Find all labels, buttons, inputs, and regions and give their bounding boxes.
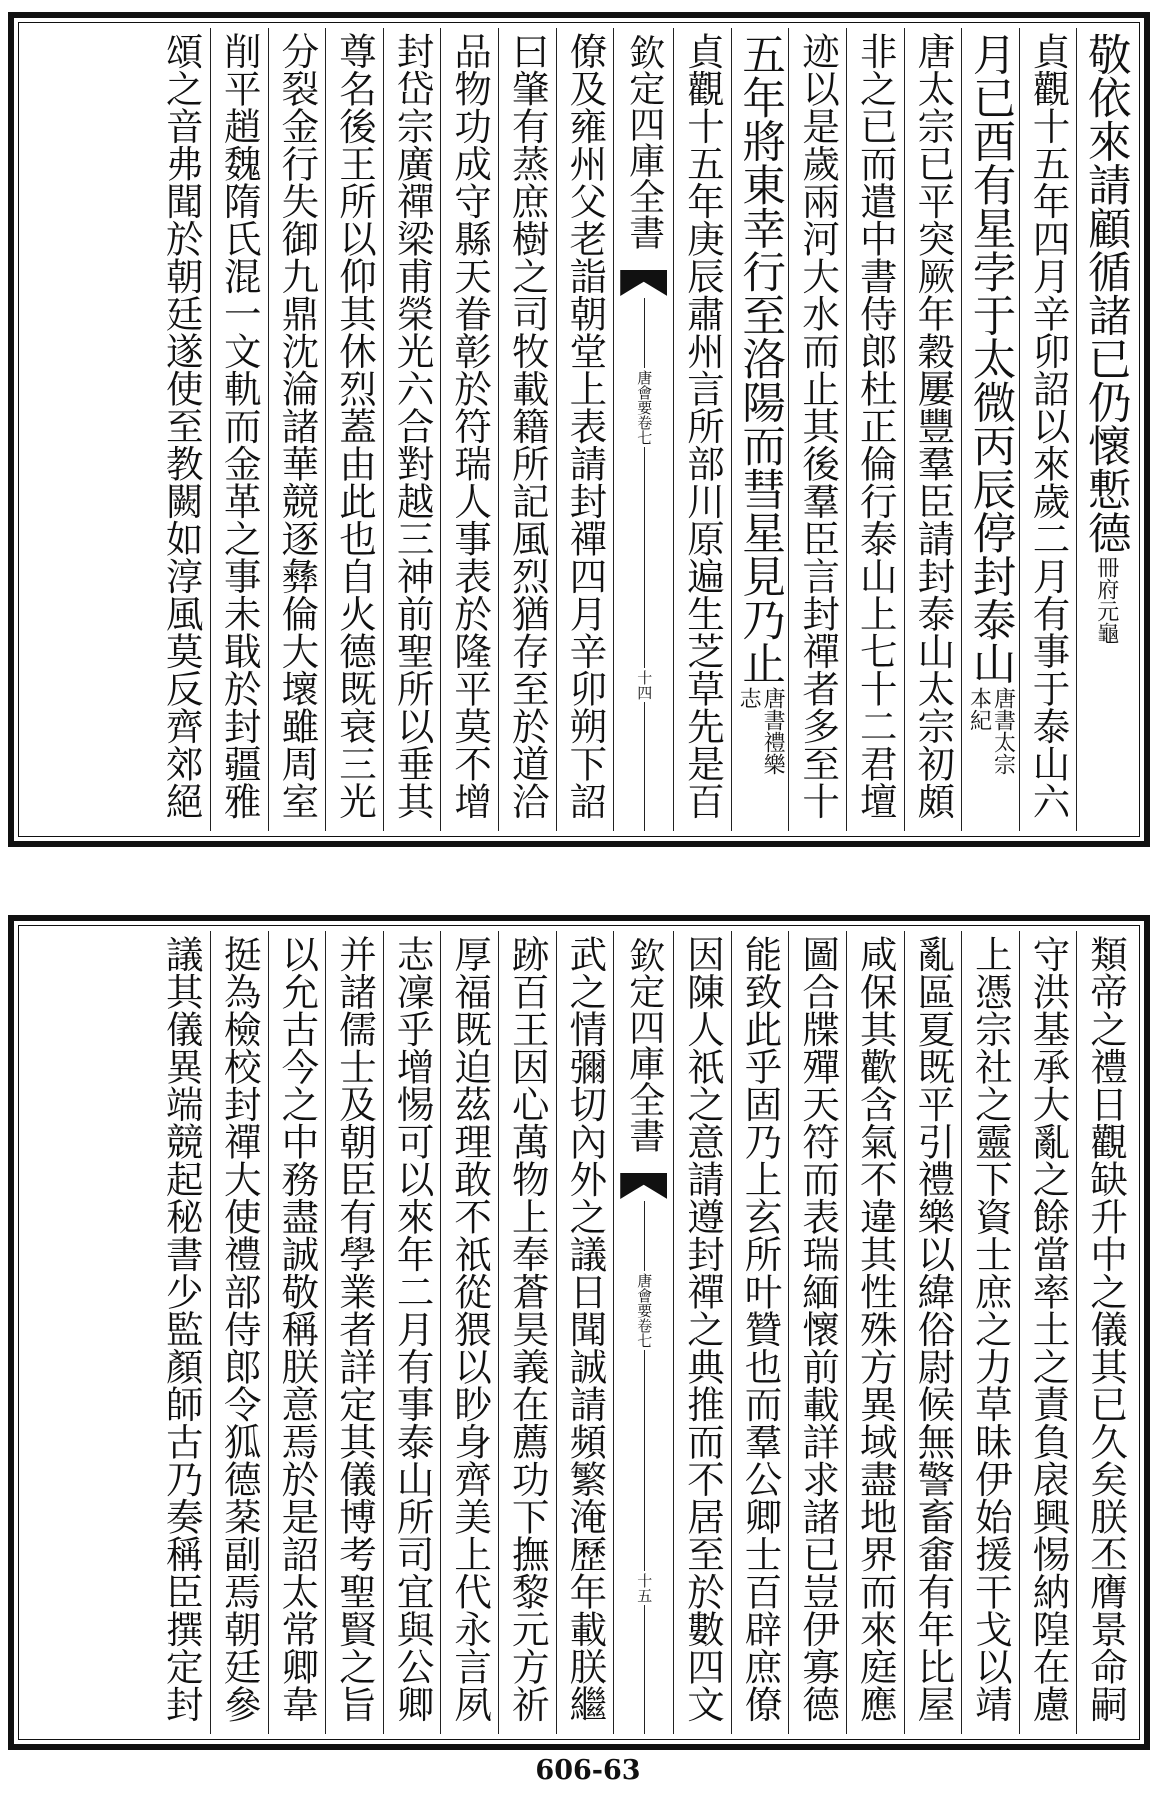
text-column — [268, 931, 326, 1734]
column-text: 守洪基承大亂之餘當率土之責負扆興惕納隍在慮 — [1026, 935, 1071, 1723]
column-text: 因陳人祇之意請遵封禪之典推而不居至於數四文 — [680, 935, 725, 1723]
lower-text-columns — [24, 931, 1134, 1734]
column-text: 咸保其歡含氣不違其性殊方異域盡地界而來庭應 — [853, 935, 898, 1723]
text-column — [325, 28, 383, 831]
column-text: 曰肇有蒸庶樹之司牧載籍所記風烈猶存至於道洽 — [505, 32, 550, 820]
text-column — [325, 931, 383, 1734]
fold-center-column — [613, 931, 673, 1734]
text-column — [1019, 931, 1077, 1734]
column-text: 類帝之禮日觀缺升中之儀其已久矣朕丕膺景命嗣 — [1084, 935, 1129, 1723]
column-text: 迹以是歲兩河大水而止其後羣臣言封禪者多至十 — [796, 32, 841, 820]
text-column — [383, 28, 441, 831]
center-leaf-number: 十五 — [635, 1573, 654, 1603]
column-text: 月已酉有星孛于太微丙辰停封泰山 — [965, 32, 1016, 685]
text-column — [498, 28, 556, 831]
text-column — [1076, 28, 1134, 831]
text-column — [961, 931, 1019, 1734]
center-title: 欽定四庫全書 — [623, 937, 665, 1153]
fold-center-column — [613, 28, 673, 831]
page-number: 606-63 — [535, 1755, 641, 1786]
source-annotation: 唐書禮樂志 — [736, 686, 786, 775]
center-book-label: 唐會要卷七 — [635, 1273, 654, 1348]
text-column — [153, 931, 211, 1734]
text-column — [440, 28, 498, 831]
column-text: 議其儀異端競起秘書少監顏師古乃奏稱臣撰定封 — [159, 935, 204, 1723]
text-column — [1076, 931, 1134, 1734]
column-text: 封岱宗廣禪梁甫榮光六合對越三神前聖所以垂其 — [390, 32, 435, 820]
column-text: 唐太宗已平突厥年穀屢豐羣臣請封泰山太宗初頗 — [911, 32, 956, 820]
column-text: 亂區夏既平引禮樂以緯俗尉候無警畜畬有年比屋 — [911, 935, 956, 1723]
text-column — [904, 28, 962, 831]
fish-tail-mark — [620, 1173, 667, 1199]
text-column — [731, 28, 789, 831]
column-text: 厚福既迫茲理敢不祇從猥以眇身齊美上代永言夙 — [448, 935, 493, 1723]
text-column — [153, 28, 211, 831]
text-column — [731, 931, 789, 1734]
source-annotation: 唐書太宗本紀 — [966, 686, 1016, 775]
fish-tail-mark — [620, 270, 667, 296]
column-text: 品物功成守縣天眷彰於符瑞人事表於隆平莫不增 — [448, 32, 493, 820]
column-text: 削平趙魏隋氏混一文軌而金革之事未戢於封疆雅 — [217, 32, 262, 820]
source-annotation: 冊府元龜 — [1093, 556, 1119, 644]
text-column — [788, 28, 846, 831]
upper-text-columns — [24, 28, 1134, 831]
text-column — [210, 931, 268, 1734]
center-title: 欽定四庫全書 — [623, 34, 665, 250]
column-text: 并諸儒士及朝臣有學業者詳定其儀博考聖賢之旨 — [332, 935, 377, 1723]
column-text: 武之情彌切內外之議日聞誠請頻繁淹歷年載朕繼 — [563, 935, 608, 1723]
column-text: 敬依來請顧循諸已仍懷慙德 — [1080, 32, 1131, 554]
column-text: 僚及雍州父老詣朝堂上表請封禪四月辛卯朔下詔 — [563, 32, 608, 820]
text-column — [846, 28, 904, 831]
text-column — [383, 931, 441, 1734]
text-column — [498, 931, 556, 1734]
column-text: 上憑宗社之靈下資士庶之力草昧伊始援干戈以靖 — [968, 935, 1013, 1723]
text-column — [673, 28, 731, 831]
text-column — [846, 931, 904, 1734]
text-column — [210, 28, 268, 831]
column-text: 分裂金行失御九鼎沈淪諸華競逐彝倫大壞雖周室 — [275, 32, 320, 820]
column-text: 五年將東幸行至洛陽而彗星見乃止 — [735, 32, 786, 685]
lower-page — [8, 915, 1150, 1750]
column-text: 能致此乎固乃上玄所叶贊也而羣公卿士百辟庶僚 — [738, 935, 783, 1723]
column-text: 志凜乎增惕可以來年二月有事泰山所司宜與公卿 — [390, 935, 435, 1723]
text-column — [440, 931, 498, 1734]
column-text: 跡百王因心萬物上奉蒼昊義在薦功下撫黎元方祈 — [505, 935, 550, 1723]
center-book-label: 唐會要卷七 — [635, 370, 654, 445]
text-column — [268, 28, 326, 831]
column-text: 貞觀十五年四月辛卯詔以來歲二月有事于泰山六 — [1026, 32, 1071, 820]
text-column — [1019, 28, 1077, 831]
text-column — [556, 931, 614, 1734]
column-text: 挺為檢校封禪大使禮部侍郎令狐德棻副焉朝廷參 — [217, 935, 262, 1723]
column-text: 頌之音弗聞於朝廷遂使至教闕如淳風莫反齊郊絕 — [159, 32, 204, 820]
text-column — [904, 931, 962, 1734]
column-text: 尊名後王所以仰其休烈蓋由此也自火德既衰三光 — [332, 32, 377, 820]
text-column — [961, 28, 1019, 831]
text-column — [556, 28, 614, 831]
text-column — [788, 931, 846, 1734]
column-text: 圖合牒殫天符而表瑞緬懷前載詳求諸已豈伊寡德 — [796, 935, 841, 1723]
column-text: 非之已而遣中書侍郎杜正倫行泰山上七十二君壇 — [853, 32, 898, 820]
column-text: 以允古今之中務盡誠敬稱朕意焉於是詔太常卿韋 — [275, 935, 320, 1723]
text-column — [673, 931, 731, 1734]
column-text: 貞觀十五年庚辰肅州言所部川原遍生芝草先是百 — [680, 32, 725, 820]
center-leaf-number: 十四 — [635, 670, 654, 700]
upper-page — [8, 12, 1150, 847]
